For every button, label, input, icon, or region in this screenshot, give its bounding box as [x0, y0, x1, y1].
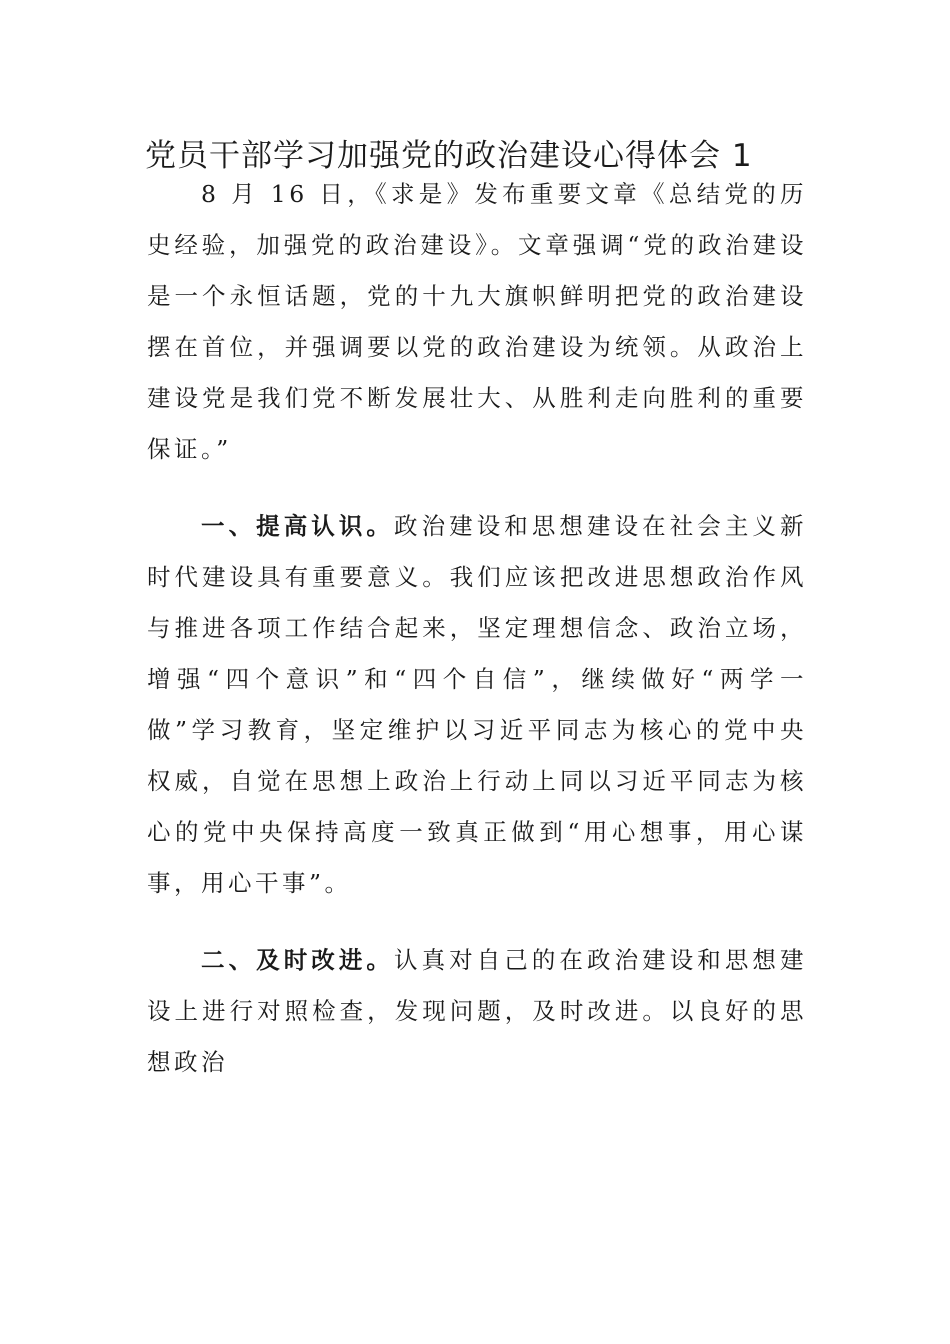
paragraph-lead: 一、提高认识。: [201, 512, 394, 540]
document-body: [147, 169, 807, 1088]
document-title: 党员干部学习加强党的政治建设心得体会 1: [145, 138, 753, 174]
paragraph-point-two: [147, 935, 807, 1088]
paragraph-text: 认真对自己的在政治建设和思想建设上进行对照检查，发现问题，及时改进。以良好的思想政治: [147, 946, 807, 1076]
paragraph-intro: [147, 169, 807, 475]
paragraph-text: 政治建设和思想建设在社会主义新时代建设具有重要意义。我们应该把改进思想政治作风与推进各项工作结合起来，坚定理想信念、政治立场，增强“四个意识”和“四个自信”，继续做好“两学一做”学习教育，坚定维护以习近平同志为核心的党中央权威，自觉在思想上政治上行动上同以习近平同志为核心的党中央保持高度一致真正做到“用心想事，用心谋事，用心干事”。: [147, 512, 807, 897]
paragraph-lead: 二、及时改进。: [201, 946, 394, 974]
paragraph-text: 8 月 16 日，《求是》发布重要文章《总结党的历史经验，加强党的政治建设》。文章强调“党的政治建设是一个永恒话题，党的十九大旗帜鲜明把党的政治建设摆在首位，并强调要以党的政治建设为统领。从政治上建设党是我们党不断发展壮大、从胜利走向胜利的重要保证。”: [147, 180, 807, 463]
paragraph-point-one: [147, 501, 807, 909]
